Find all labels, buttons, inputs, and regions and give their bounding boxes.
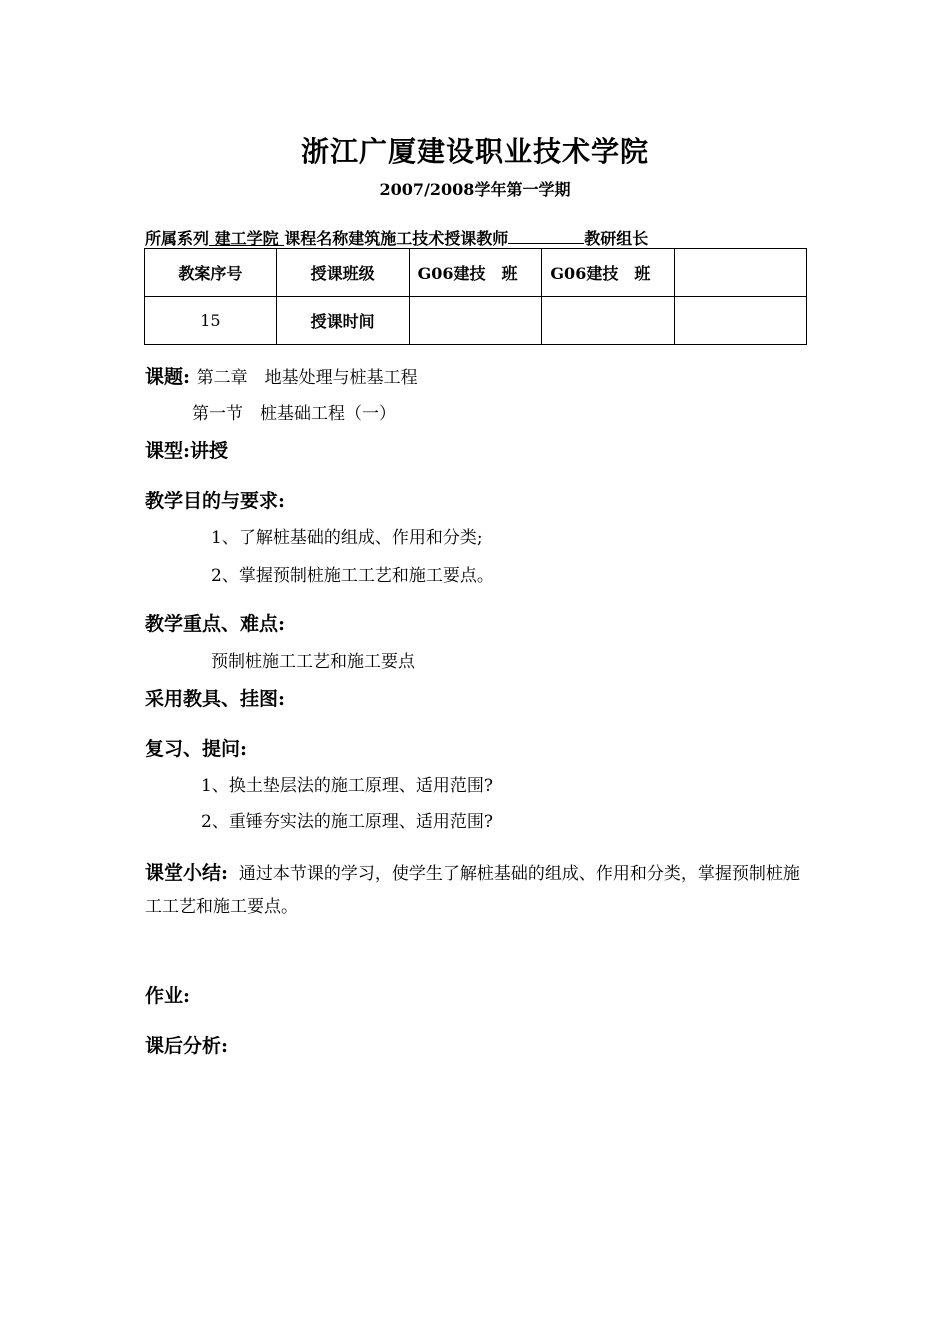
review-label: 复习、提问: xyxy=(145,738,248,760)
review-item: 2、重锤夯实法的施工原理、适用范围? xyxy=(201,812,493,832)
table-cell: 授课班级 xyxy=(276,249,409,297)
table-cell: 教案序号 xyxy=(145,249,277,297)
key-points-text: 预制桩施工工艺和施工要点 xyxy=(211,652,415,672)
table-cell xyxy=(542,297,675,345)
summary-block xyxy=(145,857,807,924)
head-label: 教研组长 xyxy=(584,229,649,248)
topic-section: 第一节 桩基础工程（一） xyxy=(192,404,396,424)
topic-line xyxy=(145,362,418,389)
lesson-type-value: 讲授 xyxy=(190,440,229,462)
table-cell: G06建技 班 xyxy=(409,249,542,297)
dept-label: 所属系列 xyxy=(145,229,210,248)
lesson-type-line xyxy=(145,436,228,463)
review-item: 1、换土垫层法的施工原理、适用范围? xyxy=(201,776,493,796)
summary-label: 课堂小结: xyxy=(145,862,229,884)
objective-item: 2、掌握预制桩施工工艺和施工要点。 xyxy=(211,566,494,586)
table-cell xyxy=(675,297,807,345)
topic-label: 课题: xyxy=(145,366,191,388)
lesson-type-label: 课型: xyxy=(145,440,191,462)
table-cell: G06建技 班 xyxy=(542,249,675,297)
analysis-label: 课后分析: xyxy=(145,1035,229,1057)
homework-label: 作业: xyxy=(145,985,191,1007)
topic-chapter: 第二章 地基处理与桩基工程 xyxy=(196,368,418,388)
tools-label: 采用教具、挂图: xyxy=(145,688,286,710)
meta-line xyxy=(145,226,648,249)
table-cell: 15 xyxy=(145,297,277,345)
course-value: 建筑施工技术 xyxy=(348,229,445,248)
table-row xyxy=(145,249,807,297)
objectives-label: 教学目的与要求: xyxy=(145,490,286,512)
key-points-label: 教学重点、难点: xyxy=(145,613,286,635)
page-title: 浙江广厦建设职业技术学院 xyxy=(300,135,649,168)
course-label: 课程名称 xyxy=(284,229,349,248)
objective-item: 1、了解桩基础的组成、作用和分类; xyxy=(211,528,483,548)
teacher-blank xyxy=(508,229,584,244)
teacher-label: 授课教师 xyxy=(444,229,509,248)
table-cell xyxy=(675,249,807,297)
table-row xyxy=(145,297,807,345)
summary-text: 通过本节课的学习，使学生了解桩基础的组成、作用和分类，掌握预制桩施工工艺和施工要点。 xyxy=(145,864,800,917)
dept-value: 建工学院 xyxy=(214,229,279,248)
info-table xyxy=(144,248,807,345)
table-cell: 授课时间 xyxy=(276,297,409,345)
table-cell xyxy=(409,297,542,345)
term-subtitle: 2007/2008学年第一学期 xyxy=(379,180,571,199)
